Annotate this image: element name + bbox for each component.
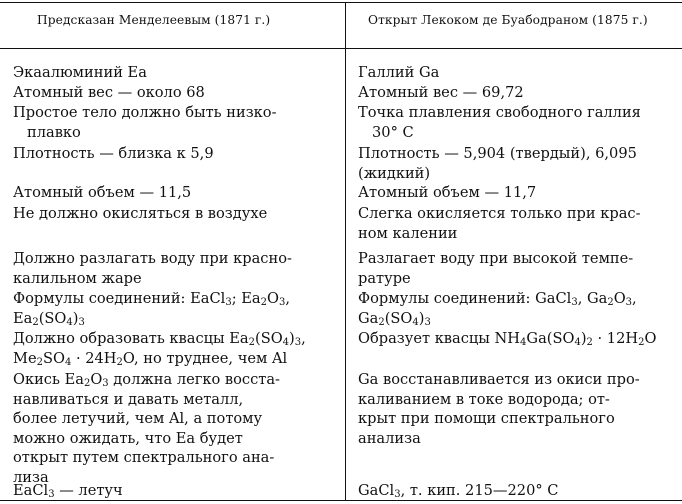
left-row-chloride: EaCl$_3$ — летуч <box>13 482 123 500</box>
right-row-alums: Образует квасцы $NH_4Ga(SO_4)_2 \cdot 12H_2O$ <box>358 330 657 348</box>
left-row-atomic-weight: Атомный вес — около 68 <box>13 84 205 101</box>
left-row-density: Плотность — близка к 5,9 <box>13 145 214 162</box>
header-rule <box>0 48 682 49</box>
right-row-melting: Точка плавления свободного галлия 30° С <box>358 104 641 141</box>
column-divider <box>345 2 346 500</box>
header-discovered: Открыт Лекоком де Буабодраном (1875 г.) <box>368 13 648 27</box>
right-row-formulas: Формулы соединений: GaCl$_3$, $Ga_2O_3$, $Ga_2(SO_4)_3$ <box>358 290 637 328</box>
left-row-name: Экаалюминий Еа <box>13 64 147 81</box>
right-row-chloride: GaCl$_3$, т. кип. 215—220° С <box>358 482 559 500</box>
left-row-water: Должно разлагать воду при красно- калильном жаре <box>13 250 292 287</box>
right-row-atomic-weight: Атомный вес — 69,72 <box>358 84 524 101</box>
left-row-atomic-volume: Атомный объем — 11,5 <box>13 184 192 201</box>
right-row-atomic-volume: Атомный объем — 11,7 <box>358 184 537 201</box>
left-row-alums: Должно образовать квасцы $Ea_2(SO_4)_3$, $Me_2SO_4 \cdot 24H_2O$, но труднее, чем Al <box>13 330 306 368</box>
right-row-density: Плотность — 5,904 (твердый), 6,095 (жидкий) <box>358 145 637 182</box>
right-row-reduction: Ga восстанавливается из окиси про- каливанием в токе водорода; от- крыт при помощи спектрального анализа <box>358 371 640 447</box>
left-row-oxide: Окись $Ea_2O_3$ должна легко восста- навливаться и давать металл, более летучий, чем Al, а потому можно ожидать, что Еа будет открыт путем спектрального ана- лиза <box>13 371 280 486</box>
left-row-melting: Простое тело должно быть низко- плавко <box>13 104 277 141</box>
table-top-rule <box>0 2 682 3</box>
left-row-oxidation: Не должно окисляться в воздухе <box>13 205 268 222</box>
right-row-name: Галлий Ga <box>358 64 440 81</box>
left-row-formulas: Формулы соединений: EaCl$_3$; $Ea_2O_3$, $Ea_2(SO_4)_3$ <box>13 290 290 328</box>
header-predicted: Предсказан Менделеевым (1871 г.) <box>37 13 271 27</box>
right-row-water: Разлагает воду при высокой темпе- ратуре <box>358 250 634 287</box>
right-row-oxidation: Слегка окисляется только при крас- ном калении <box>358 205 641 242</box>
